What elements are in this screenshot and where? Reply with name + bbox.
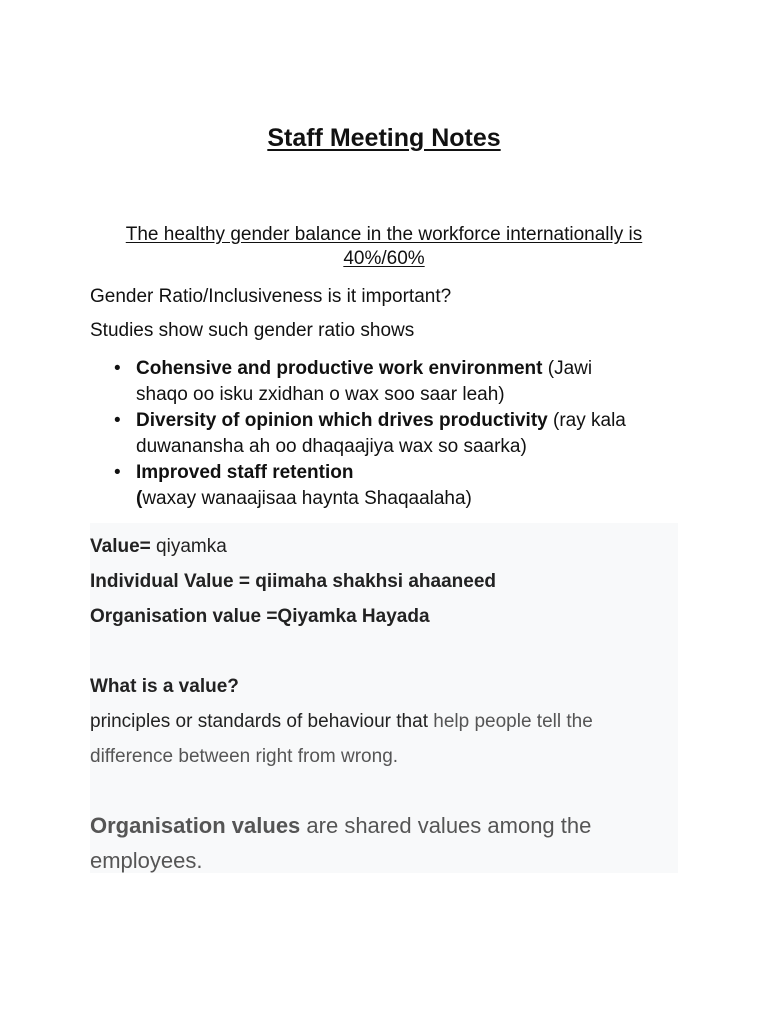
organisation-values-term: Organisation values — [90, 813, 301, 838]
bullet-icon: • — [114, 358, 121, 379]
benefit-title: Improved staff retention — [136, 462, 354, 483]
page-title: Staff Meeting Notes — [267, 124, 501, 152]
benefit-paren: ( — [136, 488, 143, 509]
what-is-value-heading: What is a value? — [90, 676, 239, 697]
value-definition — [90, 535, 227, 559]
benefit-translation-cont: duwanansha ah oo dhaqaajiya wax so saarka) — [136, 436, 527, 457]
gender-balance-heading: The healthy gender balance in the workforce internationally is 40%/60% — [125, 224, 643, 269]
benefit-translation-cont: shaqo oo isku zxidhan o wax soo saar leah) — [136, 384, 505, 405]
list-item — [90, 356, 680, 408]
organisation-values-line2: employees. — [90, 848, 203, 873]
value-explanation-line2: difference between right from wrong. — [90, 746, 399, 767]
bullet-icon: • — [114, 410, 121, 431]
studies-line: Studies show such gender ratio shows — [90, 320, 415, 341]
individual-value-definition: Individual Value = qiimaha shakhsi ahaaneed — [90, 571, 497, 592]
gender-ratio-question: Gender Ratio/Inclusiveness is it important? — [90, 286, 452, 307]
value-label: Value= — [90, 536, 151, 557]
benefits-list — [90, 356, 680, 512]
organisation-value-definition: Organisation value =Qiyamka Hayada — [90, 606, 430, 627]
value-explanation-dark: principles or standards of behaviour that — [90, 711, 428, 732]
value-translation: qiyamka — [150, 536, 227, 557]
benefit-translation-cont: waxay wanaajisaa haynta Shaqaalaha) — [142, 488, 472, 509]
list-item — [90, 408, 680, 460]
organisation-values-line1 — [90, 812, 591, 840]
benefit-translation: (Jawi — [542, 358, 593, 379]
value-explanation-gray: help people tell the — [427, 711, 593, 732]
benefit-translation: (ray kala — [547, 410, 626, 431]
value-definitions-block — [90, 523, 678, 873]
list-item — [90, 460, 680, 512]
benefit-title: Diversity of opinion which drives productivity — [136, 410, 548, 431]
bullet-icon: • — [114, 462, 121, 483]
organisation-values-desc: are shared values among the — [300, 813, 592, 838]
benefit-title: Cohensive and productive work environment — [136, 358, 543, 379]
value-explanation-line1 — [90, 710, 593, 734]
